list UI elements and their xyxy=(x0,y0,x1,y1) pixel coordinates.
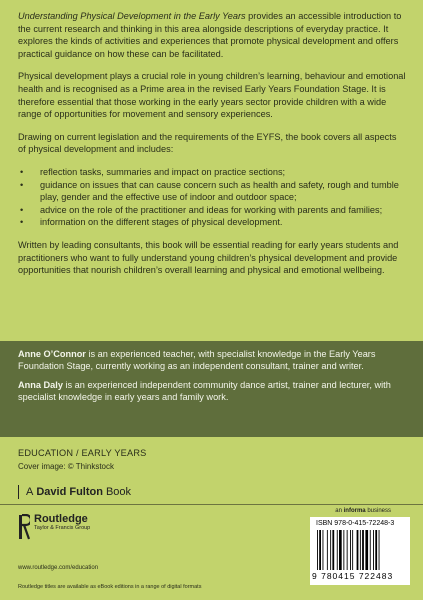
author-band xyxy=(0,341,423,437)
imprint-mark-icon xyxy=(18,485,19,499)
list-item: • information on the different stages of physical development. xyxy=(18,216,406,229)
imprint-logo: A David Fulton Book xyxy=(18,485,131,499)
barcode-panel xyxy=(310,517,410,585)
list-item: • advice on the role of the practitioner and ideas for working with parents and families; xyxy=(18,204,406,217)
feature-list xyxy=(18,166,406,229)
paragraph-3: Drawing on current legislation and the requirements of the EYFS, the book covers all aspects of physical development and includes: xyxy=(18,131,397,155)
list-item: • reflection tasks, summaries and impact on practice sections; xyxy=(18,166,406,179)
author-bio: Anna Daly is an experienced independent community dance artist, trainer and lecturer, with specialist knowledge in early years and family work. xyxy=(18,379,391,403)
divider xyxy=(0,504,423,505)
barcode-number: 9 780415 722483 xyxy=(312,571,394,581)
blurb xyxy=(18,10,406,287)
book-title: Understanding Physical Development in the Early Years xyxy=(18,11,246,21)
publisher-sub: Taylor & Francis Group xyxy=(34,525,91,531)
author-name: Anna Daly xyxy=(18,379,63,390)
publisher-logo xyxy=(18,514,90,540)
ebook-note: Routledge titles are available as eBook editions in a range of digital formats xyxy=(18,584,202,590)
publisher-name: Routledge xyxy=(34,513,88,525)
cover-credit: Cover image: © Thinkstock xyxy=(18,462,115,471)
paragraph-2: Physical development plays a crucial role in young children’s learning, behaviour and emotional health and is recognised as a Prime area in the revised Early Years Foundation Stage. It is therefore essential that those working in the early years sector provide children with a wide range of opportunities for movement and sensory experiences. xyxy=(18,71,406,120)
informa-tagline: an informa business xyxy=(335,508,391,514)
list-item: • guidance on issues that can cause concern such as health and safety, rough and tumble play, gender and the effective use of indoor and outdoor space; xyxy=(18,179,406,204)
isbn-label: ISBN 978-0-415-72248-3 xyxy=(316,520,395,527)
publisher-url: www.routledge.com/education xyxy=(18,565,99,571)
paragraph-4: Written by leading consultants, this book will be essential reading for early years students and practitioners who want to fully understand young children’s physical development and provide opportunities that nourish children’s overall learning and physical and emotional wellbeing. xyxy=(18,239,399,276)
routledge-r-icon xyxy=(18,514,30,540)
barcode-icon xyxy=(316,530,404,570)
category-label: EDUCATION / EARLY YEARS xyxy=(18,448,147,458)
intro-text: provides an accessible introduction to the current research and thinking in this area alongside descriptions of everyday practice. It explores the kinds of activities and experiences that promote physical development and offers practical guidance on how these can be facilitated. xyxy=(18,11,402,59)
author-bio: Anne O’Connor is an experienced teacher, with specialist knowledge in the Early Years Foundation Stage, currently working as an independent consultant, trainer and writer. xyxy=(18,349,376,372)
author-name: Anne O’Connor xyxy=(18,349,86,359)
intro-paragraph xyxy=(18,10,406,60)
